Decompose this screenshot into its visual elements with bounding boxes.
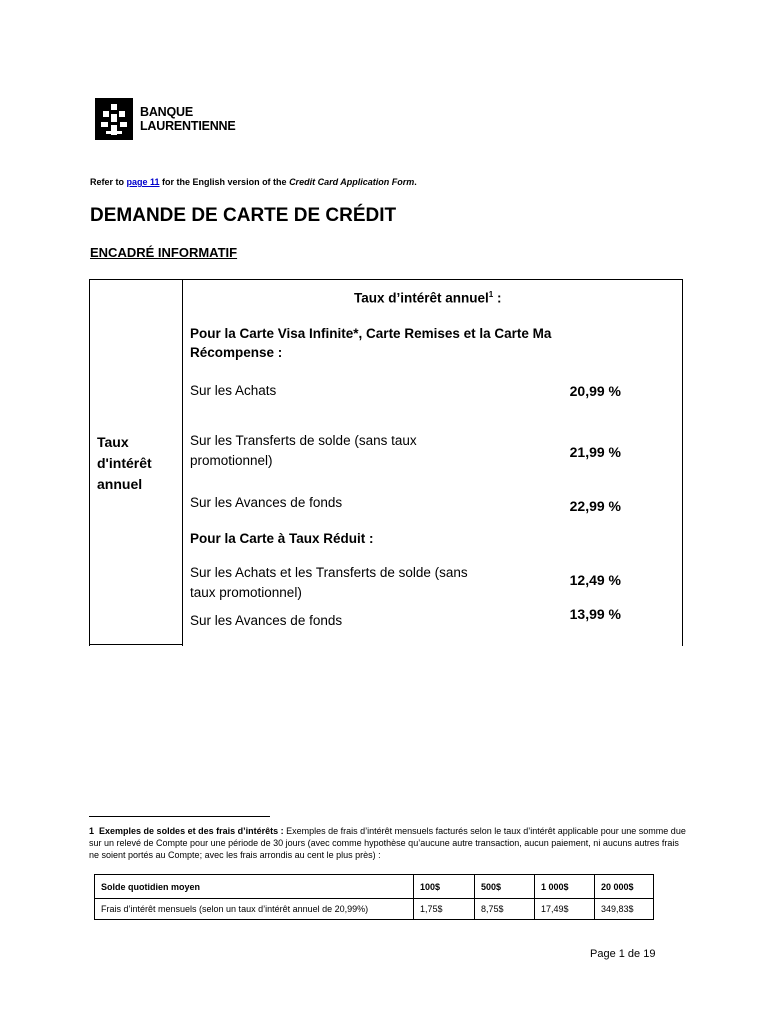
- table-cell: Solde quotidien moyen: [95, 875, 414, 899]
- table-header-row: [95, 875, 654, 899]
- logo-mark-icon: [95, 98, 133, 140]
- section-heading-visa: Pour la Carte Visa Infinite*, Carte Remises et la Carte Ma Récompense :: [190, 326, 552, 360]
- table-cell: 8,75$: [475, 899, 535, 920]
- rate-label-reduced-advances: Sur les Avances de fonds: [190, 613, 343, 628]
- rate-label-reduced-purchases: Sur les Achats et les Transferts de solde (sans taux promotionnel): [190, 565, 468, 600]
- rate-value-reduced-purchases: 12,49 %: [569, 572, 621, 588]
- page-11-link[interactable]: page 11: [126, 177, 160, 187]
- section-subtitle: ENCADRÉ INFORMATIF: [90, 245, 238, 260]
- info-box: [89, 279, 683, 646]
- table-cell: 20 000$: [595, 875, 654, 899]
- footnote: 1 Exemples de soldes et des frais d’intérêts : Exemples de frais d’intérêt mensuels facturés selon le taux d’intérêt applicable pour une somme due sur un relevé de Compte pour une période de 30 jours (avec comme hypothèse qu’aucune autre transaction, aucun paiement, ni aucuns autres frais ne soient portés au Compte; avec les frais arrondis au cent le plus près) :: [89, 826, 686, 860]
- row-label: Taux d'intérêt annuel: [97, 434, 152, 492]
- table-cell: 500$: [475, 875, 535, 899]
- brand-line-2: LAURENTIENNE: [140, 119, 236, 133]
- rate-value-purchases: 20,99 %: [569, 383, 621, 399]
- table-cell: Frais d’intérêt mensuels (selon un taux d’intérêt annuel de 20,99%): [95, 899, 414, 920]
- bank-logo: [95, 98, 236, 140]
- rate-label-cash-advances: Sur les Avances de fonds: [190, 495, 343, 510]
- english-version-note: Refer to page 11 for the English version of the Credit Card Application Form.: [90, 177, 417, 187]
- rate-value-reduced-advances: 13,99 %: [569, 606, 621, 622]
- rate-value-cash-advances: 22,99 %: [569, 498, 621, 514]
- column-divider: [182, 280, 183, 646]
- brand-line-1: BANQUE: [140, 105, 193, 119]
- table-cell: 100$: [414, 875, 475, 899]
- interest-example-table: [94, 874, 654, 920]
- section-heading-reduced: Pour la Carte à Taux Réduit :: [190, 531, 374, 546]
- rate-label-transfers: Sur les Transferts de solde (sans taux promotionnel): [190, 433, 417, 468]
- footnote-separator: [89, 816, 270, 817]
- page-number: Page 1 de 19: [590, 948, 656, 960]
- rate-value-transfers: 21,99 %: [569, 444, 621, 460]
- rate-header: Taux d’intérêt annuel$^1$ :: [354, 290, 502, 306]
- table-row: [95, 899, 654, 920]
- table-cell: 349,83$: [595, 899, 654, 920]
- page-title: DEMANDE DE CARTE DE CRÉDIT: [90, 205, 397, 226]
- table-cell: 1 000$: [535, 875, 595, 899]
- rate-label-purchases: Sur les Achats: [190, 383, 277, 398]
- table-cell: 1,75$: [414, 899, 475, 920]
- table-cell: 17,49$: [535, 899, 595, 920]
